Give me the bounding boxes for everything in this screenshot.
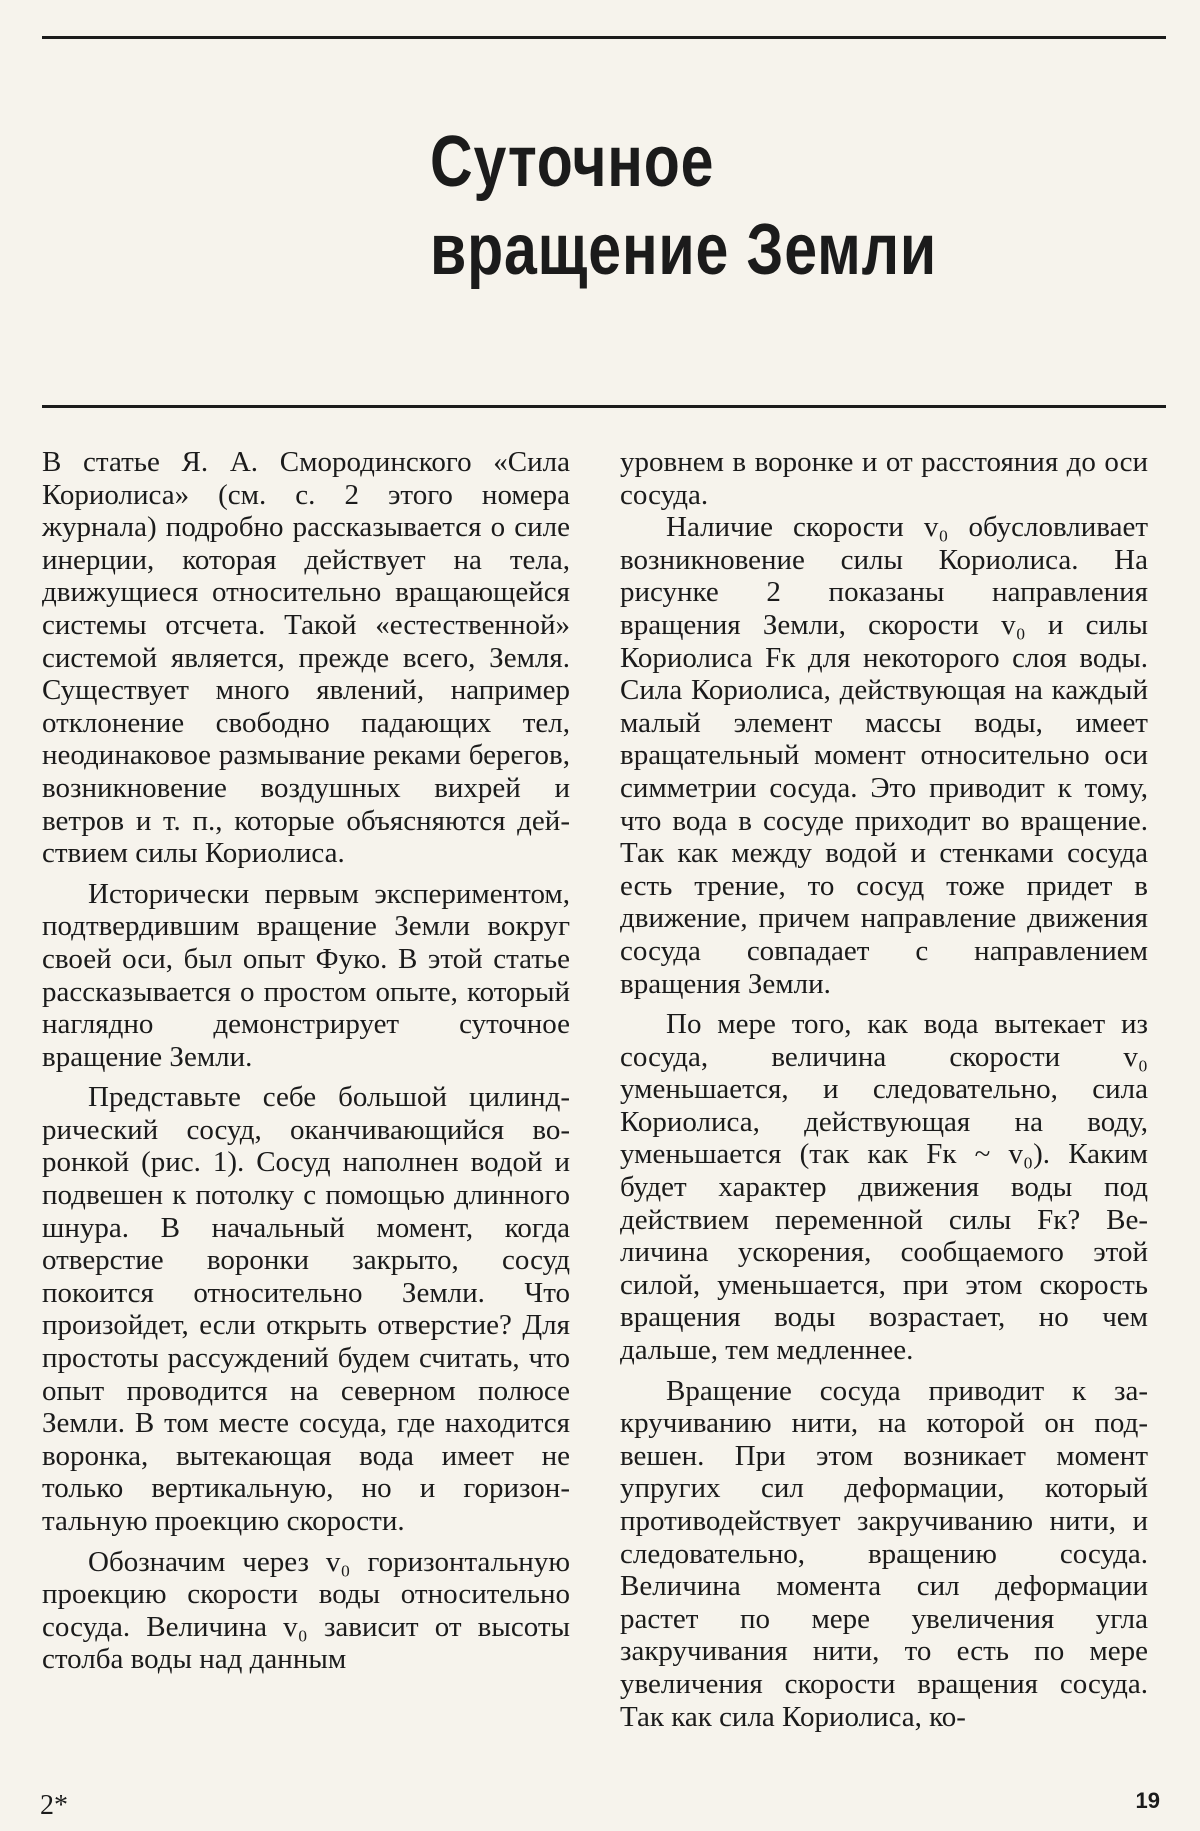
- page-number: 19: [1135, 1788, 1160, 1813]
- title-line-1: Суточное: [430, 122, 715, 202]
- paragraph-intro: В статье Я. А. Смородинского «Сила Кориолиса» (см. с. 2 этого номера журнала) подробно рассказывается о силе инерции, которая действует на тела, движущиеся относительно вращающейся системы отсчета. Такой «естественной» системой является, прежде всего, Земля. Существует много явлений, например отклонение свободно падающих тел, неодинаковое размывание реками берегов, возникновение воздушных вихрей и ветров и т. п., которые объясняются действием силы Кориолиса.: [42, 446, 570, 870]
- article-title: [430, 118, 937, 294]
- paragraph-coriolis: Наличие скорости v₀ обусловливает возникновение силы Кориолиса. На рисунке 2 показаны направления вращения Земли, скорости v₀ и силы Кориолиса Fк для некоторого слоя воды. Сила Кориолиса, действующая на каждый малый элемент массы воды, имеет вращательный момент относительно оси симметрии сосуда. Это приводит к тому, что вода в сосуде приходит во вращение. Так как между водой и стенками сосуда есть трение, то сосуд тоже придет в движение, причем направление движения сосуда совпадает с направлением вращения Земли.: [620, 511, 1148, 1000]
- paragraph-continuation: уровнем в воронке и от расстояния до оси сосуда.: [620, 446, 1148, 511]
- paragraph-v0: Обозначим через v₀ горизонтальную проекцию скорости воды относительно сосуда. Величина v₀ зависит от высоты столба воды над данным: [42, 1545, 570, 1676]
- paragraph-vessel: Представьте себе большой цилиндрический сосуд, оканчивающийся воронкой (рис. 1). Сосуд наполнен водой и подвешен к потолку с помощью длинного шнура. В начальный момент, когда отверстие воронки закрыто, сосуд покоится относительно Земли. Что произойдет, если открыть отверстие? Для простоты рассуждений будем считать, что опыт проводится на северном полюсе Земли. В том месте сосуда, где находится воронка, вытекающая вода имеет не только вертикальную, но и горизонтальную проекцию скорости.: [42, 1081, 570, 1537]
- paragraph-twist: Вращение сосуда приводит к закручиванию нити, на которой он подвешен. При этом возникает момент упругих сил деформации, который противодействует закручиванию нити, и следовательно, вращению сосуда. Величина момента сил деформации растет по мере увеличения угла закручивания нити, то есть по мере увеличения скорости вращения сосуда. Так как сила Кориолиса, ко-: [620, 1374, 1148, 1733]
- top-rule: [42, 36, 1166, 39]
- right-column: [620, 446, 1148, 1733]
- printer-signature: 2*: [40, 1790, 68, 1821]
- paragraph-speed: По мере того, как вода вытекает из сосуда, величина скорости v₀ уменьшается, и следовательно, сила Кориолиса, действующая на воду, уменьшается (так как Fк ~ v₀). Каким будет характер движения воды под действием переменной силы Fк? Величина ускорения, сообщаемого этой силой, уменьшается, при этом скорость вращения воды возрастает, но чем дальше, тем медленнее.: [620, 1008, 1148, 1367]
- title-rule: [42, 405, 1166, 408]
- left-column: [42, 446, 570, 1676]
- title-line-2: вращение Земли: [430, 210, 938, 290]
- paragraph-foucault: Исторически первым экспериментом, подтвердившим вращение Земли вокруг своей оси, был опыт Фуко. В этой статье рассказывается о простом опыте, который наглядно демонстрирует суточное вращение Земли.: [42, 877, 570, 1073]
